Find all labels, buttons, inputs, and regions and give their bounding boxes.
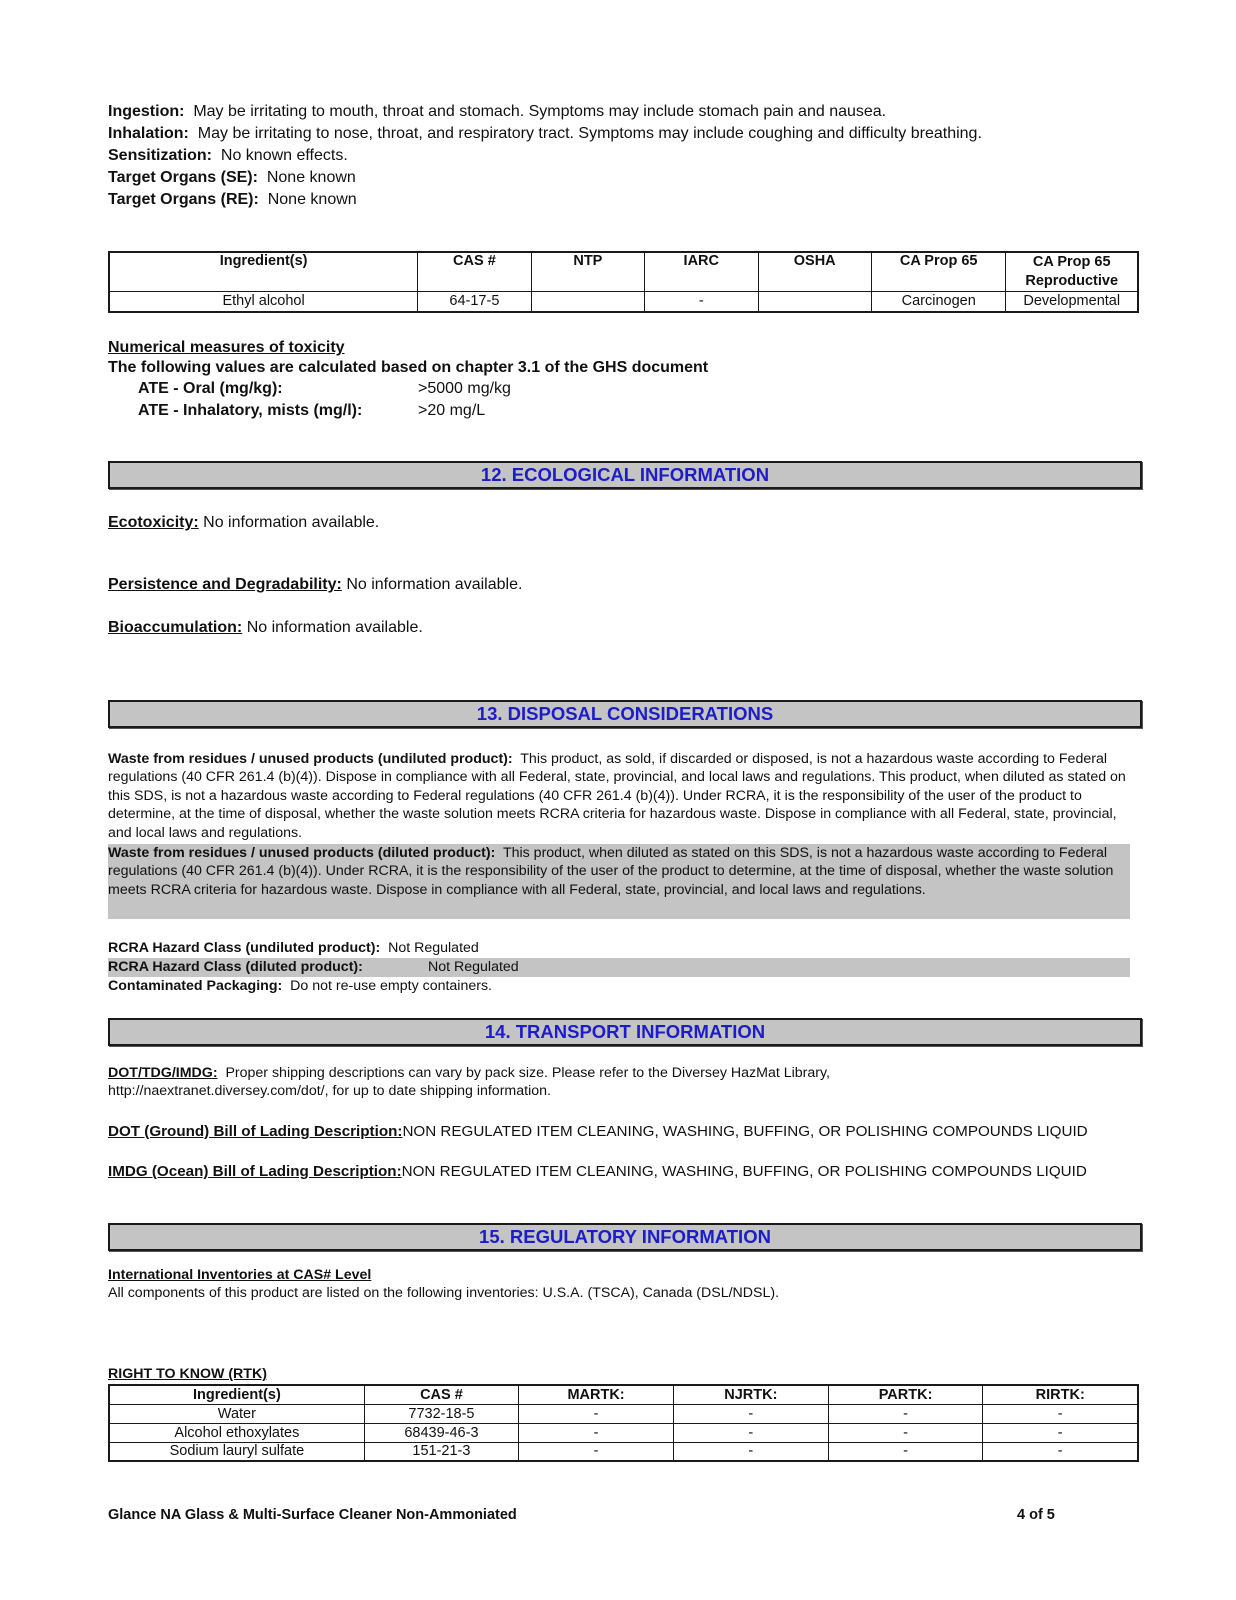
cell-njrtk: - xyxy=(673,1404,828,1423)
persistence-text: No information available. xyxy=(346,576,523,593)
bioaccumulation-label: Bioaccumulation: xyxy=(108,619,243,636)
ingestion-label: Ingestion: xyxy=(108,103,185,120)
footer-product-name: Glance NA Glass & Multi-Surface Cleaner Non-Ammoniated xyxy=(108,1507,517,1523)
rtk-table xyxy=(108,1384,1139,1462)
col-ingredient: Ingredient(s) xyxy=(109,252,418,292)
cell-ingredient: Sodium lauryl sulfate xyxy=(109,1442,364,1461)
col-cas: CAS # xyxy=(418,252,531,292)
ate-inhalatory-label: ATE - Inhalatory, mists (mg/l): xyxy=(138,402,363,419)
waste-undiluted-label: Waste from residues / unused products (undiluted product): xyxy=(108,751,513,767)
section-14-header: 14. TRANSPORT INFORMATION xyxy=(108,1018,1142,1046)
table-row xyxy=(109,1404,1138,1423)
table-row xyxy=(109,1442,1138,1461)
cell-martk: - xyxy=(519,1442,674,1461)
inventories-text: All components of this product are listed on the following inventories: U.S.A. (TSCA), Canada (DSL/NDSL). xyxy=(108,1285,780,1301)
cell-martk: - xyxy=(519,1404,674,1423)
inventories-heading xyxy=(108,1266,1130,1284)
rtk-heading xyxy=(108,1365,1130,1383)
cell-osha xyxy=(758,292,871,312)
imdg-ocean-line xyxy=(108,1162,1087,1182)
hazmat-library-link-line xyxy=(108,1082,1130,1100)
col-martk: MARTK: xyxy=(519,1385,674,1404)
target-organs-re-text: None known xyxy=(267,191,357,208)
cell-rirtk: - xyxy=(983,1423,1138,1442)
dot-ground-label: DOT (Ground) Bill of Lading Description: xyxy=(108,1123,403,1140)
rcra-diluted-line xyxy=(108,958,1130,977)
cell-ingredient: Alcohol ethoxylates xyxy=(109,1423,364,1442)
section-15-header: 15. REGULATORY INFORMATION xyxy=(108,1223,1142,1251)
toxicity-heading: Numerical measures of toxicity xyxy=(108,339,345,356)
ingestion-line xyxy=(108,102,886,122)
ingestion-text: May be irritating to mouth, throat and stomach. Symptoms may include stomach pain and nausea. xyxy=(193,103,887,120)
cell-cas: 68439-46-3 xyxy=(364,1423,518,1442)
col-njrtk: NJRTK: xyxy=(673,1385,828,1404)
dot-ground-line xyxy=(108,1122,1088,1142)
target-organs-re-label: Target Organs (RE): xyxy=(108,191,259,208)
col-partk: PARTK: xyxy=(828,1385,983,1404)
cell-cas: 7732-18-5 xyxy=(364,1404,518,1423)
dot-tdg-imdg-text: Proper shipping descriptions can vary by pack size. Please refer to the Diversey HazMat Library, xyxy=(225,1065,830,1081)
target-organs-se-line xyxy=(108,168,356,188)
inventories-heading-text: International Inventories at CAS# Level xyxy=(108,1267,372,1283)
cell-njrtk: - xyxy=(673,1423,828,1442)
bioaccumulation-line xyxy=(108,618,423,638)
table-header-row xyxy=(109,252,1138,292)
cell-iarc: - xyxy=(645,292,758,312)
cell-partk: - xyxy=(828,1404,983,1423)
contaminated-packaging-line xyxy=(108,977,1130,995)
persistence-label: Persistence and Degradability: xyxy=(108,576,342,593)
col-ca-prop65-reproductive: CA Prop 65 Reproductive xyxy=(1006,252,1138,292)
cell-ingredient: Ethyl alcohol xyxy=(109,292,418,312)
waste-undiluted-text: This product, as sold, if discarded or disposed, is not a hazardous waste according to Federal regulations (40 CFR 261.4 (b)(4)). Dispose in compliance with all Federal, state, provincial, and local laws and regulations. This product, when diluted as stated on this SDS, is not a hazardous waste according to Federal regulations (40 CFR 261.4 (b)(4)). Under RCRA, it is the responsibility of the user of the product to determine, at the time of disposal, whether the waste solution meets RCRA criteria for hazardous waste. Dispose in compliance with all Federal, state, provincial, and local laws and regulations. xyxy=(108,751,1126,841)
section-12-header: 12. ECOLOGICAL INFORMATION xyxy=(108,461,1142,489)
sensitization-label: Sensitization: xyxy=(108,147,213,164)
dot-ground-value: NON REGULATED ITEM CLEANING, WASHING, BUFFING, OR POLISHING COMPOUNDS LIQUID xyxy=(402,1123,1088,1140)
col-rirtk: RIRTK: xyxy=(983,1385,1138,1404)
contaminated-packaging-label: Contaminated Packaging: xyxy=(108,978,283,994)
contaminated-packaging-value: Do not re-use empty containers. xyxy=(290,978,492,994)
table-row xyxy=(109,1423,1138,1442)
ate-oral-label: ATE - Oral (mg/kg): xyxy=(138,380,283,397)
cell-partk: - xyxy=(828,1442,983,1461)
waste-diluted-paragraph xyxy=(108,844,1130,919)
table-header-row xyxy=(109,1385,1138,1404)
waste-diluted-label: Waste from residues / unused products (diluted product): xyxy=(108,845,496,861)
section-13-header: 13. DISPOSAL CONSIDERATIONS xyxy=(108,700,1142,728)
cell-ca-prop65: Carcinogen xyxy=(871,292,1006,312)
footer-page-number: 4 of 5 xyxy=(1017,1507,1055,1523)
rcra-undiluted-value: Not Regulated xyxy=(388,940,479,956)
inhalation-text: May be irritating to nose, throat, and respiratory tract. Symptoms may include coughing and difficulty breathing. xyxy=(197,125,982,142)
cell-partk: - xyxy=(828,1423,983,1442)
ate-oral-value: >5000 mg/kg xyxy=(418,380,511,397)
cell-ntp xyxy=(531,292,644,312)
col-ntp: NTP xyxy=(531,252,644,292)
ate-inhalatory-value: >20 mg/L xyxy=(418,402,486,419)
rcra-diluted-value: Not Regulated xyxy=(428,959,519,975)
imdg-ocean-value: NON REGULATED ITEM CLEANING, WASHING, BUFFING, OR POLISHING COMPOUNDS LIQUID xyxy=(401,1163,1087,1180)
rcra-undiluted-label: RCRA Hazard Class (undiluted product): xyxy=(108,940,381,956)
cell-rirtk: - xyxy=(983,1442,1138,1461)
col-iarc: IARC xyxy=(645,252,758,292)
cell-njrtk: - xyxy=(673,1442,828,1461)
waste-diluted-text: This product, when diluted as stated on this SDS, is not a hazardous waste according to Federal regulations (40 CFR 261.4 (b)(4)). Under RCRA, it is the responsibility of the user of the product to determine, at the time of disposal, whether the waste solution meets RCRA criteria for hazardous waste. Dispose in compliance with all Federal, state, provincial, and local laws and regulations. xyxy=(108,845,1114,898)
col-osha: OSHA xyxy=(758,252,871,292)
toxicity-subheading: The following values are calculated based on chapter 3.1 of the GHS document xyxy=(108,359,709,376)
col-cas: CAS # xyxy=(364,1385,518,1404)
col-ingredient: Ingredient(s) xyxy=(109,1385,364,1404)
imdg-ocean-label: IMDG (Ocean) Bill of Lading Description: xyxy=(108,1163,402,1180)
persistence-line xyxy=(108,575,522,595)
rcra-undiluted-line xyxy=(108,939,1130,957)
cell-ingredient: Water xyxy=(109,1404,364,1423)
bioaccumulation-text: No information available. xyxy=(246,619,423,636)
sensitization-text: No known effects. xyxy=(220,147,348,164)
sensitization-line xyxy=(108,146,348,166)
rtk-heading-text: RIGHT TO KNOW (RTK) xyxy=(108,1366,267,1382)
dot-tdg-imdg-line xyxy=(108,1064,1130,1082)
cell-cas: 64-17-5 xyxy=(418,292,531,312)
table-row xyxy=(109,292,1138,312)
dot-tdg-imdg-label: DOT/TDG/IMDG: xyxy=(108,1065,218,1081)
waste-undiluted-paragraph xyxy=(108,750,1130,842)
ecotoxicity-line xyxy=(108,513,379,533)
ecotoxicity-text: No information available. xyxy=(203,514,380,531)
cell-rirtk: - xyxy=(983,1404,1138,1423)
cell-ca-prop65-reproductive: Developmental xyxy=(1006,292,1138,312)
cell-martk: - xyxy=(519,1423,674,1442)
ecotoxicity-label: Ecotoxicity: xyxy=(108,514,199,531)
target-organs-se-label: Target Organs (SE): xyxy=(108,169,258,186)
col-ca-prop65: CA Prop 65 xyxy=(871,252,1006,292)
target-organs-se-text: None known xyxy=(266,169,356,186)
carcinogen-table xyxy=(108,251,1139,313)
inhalation-line xyxy=(108,124,982,144)
inhalation-label: Inhalation: xyxy=(108,125,189,142)
target-organs-re-line xyxy=(108,190,357,210)
hazmat-library-text: http://naextranet.diversey.com/dot/, for up to date shipping information. xyxy=(108,1083,551,1099)
cell-cas: 151-21-3 xyxy=(364,1442,518,1461)
rcra-diluted-label: RCRA Hazard Class (diluted product): xyxy=(108,959,363,975)
